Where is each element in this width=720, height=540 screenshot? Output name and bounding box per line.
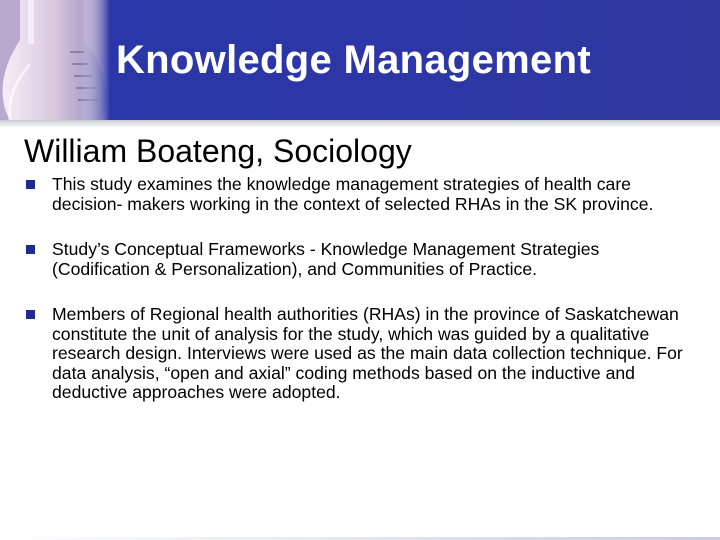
bullet-text: Study’s Conceptual Frameworks - Knowledge Management Strategies (Codification & Personalization), and Communities of Practice. bbox=[52, 239, 600, 279]
slide-title: Knowledge Management bbox=[116, 38, 591, 82]
square-bullet-icon bbox=[26, 180, 35, 189]
square-bullet-icon bbox=[26, 245, 35, 254]
bullet-item bbox=[26, 175, 698, 214]
header-divider bbox=[0, 120, 720, 128]
square-bullet-icon bbox=[26, 310, 35, 319]
slide-subtitle: William Boateng, Sociology bbox=[24, 133, 412, 169]
bullet-text: This study examines the knowledge management strategies of health care decision- makers working in the context of selected RHAs in the SK province. bbox=[52, 174, 654, 214]
bullet-text: Members of Regional health authorities (RHAs) in the province of Saskatchewan constitute the unit of analysis for the study, which was guided by a qualitative research design. Interviews were used as the main data collection technique. For data analysis, “open and axial” coding methods based on the inductive and deductive approaches were adopted. bbox=[52, 304, 683, 402]
bullet-list bbox=[26, 175, 698, 429]
bullet-item bbox=[26, 305, 698, 403]
flask-icon bbox=[0, 0, 110, 120]
header-band bbox=[0, 0, 720, 120]
bullet-item bbox=[26, 240, 698, 279]
